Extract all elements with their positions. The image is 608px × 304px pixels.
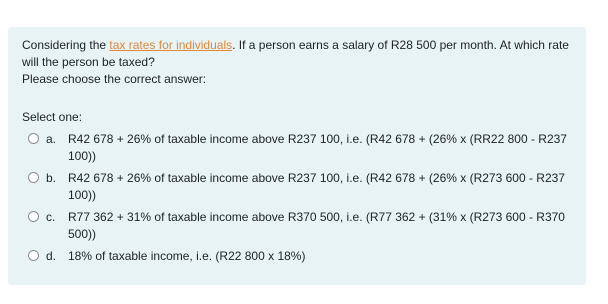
question-prefix: Considering the [22,38,110,52]
question-prompt: Please choose the correct answer: [22,72,207,86]
tax-rates-link[interactable]: tax rates for individuals [109,38,233,52]
option-d-letter: d. [46,249,57,263]
option-a-letter: a. [46,132,57,146]
question-stem [22,37,572,71]
option-a-radio[interactable] [28,133,39,144]
question-panel [8,27,586,285]
option-c-text: R77 362 + 31% of taxable income above R370 500, i.e. (R77 362 + (31% x (R273 600 - R370 500)) [68,210,565,241]
option-b-radio[interactable] [28,172,39,183]
option-d-radio[interactable] [28,250,39,261]
option-b-letter: b. [46,171,57,185]
question-text [22,37,572,88]
option-b-text: R42 678 + 26% of taxable income above R237 100, i.e. (R42 678 + (26% x (R273 600 - R237 100)) [68,171,565,202]
option-c-radio[interactable] [28,211,39,222]
option-a-text: R42 678 + 26% of taxable income above R237 100, i.e. (R42 678 + (26% x (RR22 800 - R237 100)) [68,132,567,163]
option-d-text: 18% of taxable income, i.e. (R22 800 x 18%) [68,249,306,263]
select-one-label: Select one: [22,110,83,124]
question-suffix: . If a person earns a salary of R28 500 per month. At which rate will the person be taxed? [22,38,569,69]
option-c-letter: c. [46,210,56,224]
